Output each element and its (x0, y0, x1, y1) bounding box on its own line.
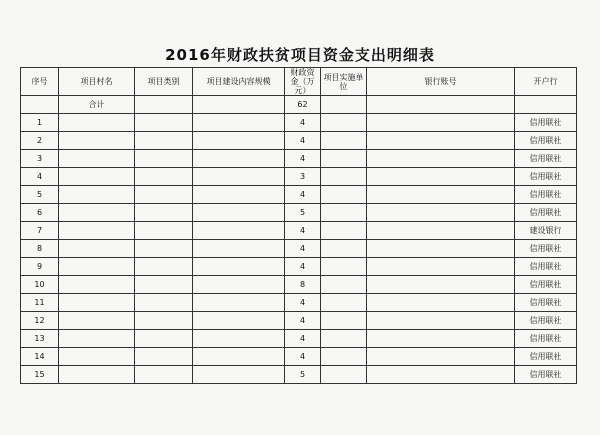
project-category (135, 168, 193, 186)
project-category (135, 186, 193, 204)
page-title: 2016年财政扶贫项目资金支出明细表 (165, 46, 435, 64)
table-row (21, 312, 577, 330)
project-category (135, 114, 193, 132)
table-row (21, 168, 577, 186)
project-content (193, 204, 285, 222)
fund-amount: 4 (285, 240, 321, 258)
implementing-unit (321, 204, 367, 222)
bank-name: 信用联社 (515, 150, 577, 168)
village-name (59, 222, 135, 240)
bank-account (367, 222, 515, 240)
project-content (193, 186, 285, 204)
project-content (193, 366, 285, 384)
fund-amount: 4 (285, 330, 321, 348)
implementing-unit (321, 276, 367, 294)
row-number: 2 (21, 132, 59, 150)
expenditure-table (20, 67, 577, 384)
village-name (59, 348, 135, 366)
fund-amount: 3 (285, 168, 321, 186)
fund-amount: 5 (285, 366, 321, 384)
village-name (59, 132, 135, 150)
table-row (21, 294, 577, 312)
header-cell: 序号 (21, 68, 59, 96)
total-row (21, 96, 577, 114)
table-row (21, 330, 577, 348)
village-name (59, 240, 135, 258)
header-cell: 项目建设内容规模 (193, 68, 285, 96)
bank-account (367, 348, 515, 366)
row-number: 6 (21, 204, 59, 222)
bank-name: 信用联社 (515, 132, 577, 150)
table-row (21, 204, 577, 222)
bank-name: 信用联社 (515, 168, 577, 186)
project-category (135, 312, 193, 330)
bank-name: 信用联社 (515, 294, 577, 312)
bank-account (367, 294, 515, 312)
header-cell: 项目类别 (135, 68, 193, 96)
bank-account (367, 312, 515, 330)
implementing-unit (321, 348, 367, 366)
bank-account (367, 114, 515, 132)
village-name (59, 168, 135, 186)
header-cell: 项目村名 (59, 68, 135, 96)
village-name (59, 204, 135, 222)
project-content (193, 222, 285, 240)
table-row (21, 222, 577, 240)
bank-account (367, 258, 515, 276)
table-row (21, 366, 577, 384)
village-name (59, 150, 135, 168)
project-category (135, 150, 193, 168)
fund-amount: 4 (285, 348, 321, 366)
bank-account (367, 132, 515, 150)
fund-amount: 4 (285, 150, 321, 168)
fund-amount: 4 (285, 132, 321, 150)
row-number: 1 (21, 114, 59, 132)
village-name (59, 186, 135, 204)
project-content (193, 150, 285, 168)
village-name (59, 330, 135, 348)
implementing-unit (321, 186, 367, 204)
header-cell: 开户行 (515, 68, 577, 96)
row-number: 3 (21, 150, 59, 168)
implementing-unit (321, 312, 367, 330)
table-row (21, 240, 577, 258)
bank-name: 信用联社 (515, 312, 577, 330)
row-number: 11 (21, 294, 59, 312)
project-content (193, 168, 285, 186)
bank-name: 信用联社 (515, 366, 577, 384)
bank-account (367, 276, 515, 294)
bank-account (367, 150, 515, 168)
fund-amount: 4 (285, 222, 321, 240)
project-content (193, 258, 285, 276)
project-content (193, 294, 285, 312)
project-content (193, 312, 285, 330)
project-category (135, 132, 193, 150)
project-content (193, 132, 285, 150)
table-row (21, 258, 577, 276)
bank-name: 建设银行 (515, 222, 577, 240)
bank-account (367, 204, 515, 222)
row-number: 9 (21, 258, 59, 276)
header-cell: 财政资金（万元） (285, 68, 321, 96)
implementing-unit (321, 114, 367, 132)
row-number: 13 (21, 330, 59, 348)
project-content (193, 276, 285, 294)
bank-account (367, 240, 515, 258)
header-row (21, 68, 577, 96)
bank-name: 信用联社 (515, 114, 577, 132)
village-name (59, 258, 135, 276)
project-category (135, 366, 193, 384)
implementing-unit (321, 150, 367, 168)
row-number: 8 (21, 240, 59, 258)
table-row (21, 150, 577, 168)
project-content (193, 330, 285, 348)
header-cell: 银行账号 (367, 68, 515, 96)
total-label: 合计 (59, 96, 135, 114)
project-category (135, 204, 193, 222)
implementing-unit (321, 330, 367, 348)
table-row (21, 276, 577, 294)
implementing-unit (321, 168, 367, 186)
village-name (59, 114, 135, 132)
implementing-unit (321, 366, 367, 384)
implementing-unit (321, 222, 367, 240)
village-name (59, 276, 135, 294)
bank-name: 信用联社 (515, 258, 577, 276)
fund-amount: 8 (285, 276, 321, 294)
bank-account (367, 366, 515, 384)
row-number: 14 (21, 348, 59, 366)
fund-amount: 4 (285, 294, 321, 312)
village-name (59, 312, 135, 330)
bank-name: 信用联社 (515, 276, 577, 294)
project-category (135, 294, 193, 312)
fund-amount: 4 (285, 312, 321, 330)
project-category (135, 348, 193, 366)
implementing-unit (321, 132, 367, 150)
table-row (21, 186, 577, 204)
bank-account (367, 330, 515, 348)
project-category (135, 276, 193, 294)
bank-name: 信用联社 (515, 330, 577, 348)
project-category (135, 222, 193, 240)
table-row (21, 132, 577, 150)
project-content (193, 240, 285, 258)
project-content (193, 348, 285, 366)
village-name (59, 366, 135, 384)
implementing-unit (321, 258, 367, 276)
total-amount: 62 (285, 96, 321, 114)
table-row (21, 114, 577, 132)
bank-name: 信用联社 (515, 348, 577, 366)
village-name (59, 294, 135, 312)
row-number: 7 (21, 222, 59, 240)
project-category (135, 240, 193, 258)
row-number: 10 (21, 276, 59, 294)
implementing-unit (321, 240, 367, 258)
implementing-unit (321, 294, 367, 312)
project-category (135, 330, 193, 348)
fund-amount: 4 (285, 114, 321, 132)
row-number: 15 (21, 366, 59, 384)
table-row (21, 348, 577, 366)
bank-name: 信用联社 (515, 204, 577, 222)
bank-name: 信用联社 (515, 186, 577, 204)
bank-name: 信用联社 (515, 240, 577, 258)
row-number: 12 (21, 312, 59, 330)
header-cell: 项目实施单位 (321, 68, 367, 96)
project-category (135, 258, 193, 276)
fund-amount: 4 (285, 186, 321, 204)
bank-account (367, 186, 515, 204)
row-number: 4 (21, 168, 59, 186)
bank-account (367, 168, 515, 186)
row-number: 5 (21, 186, 59, 204)
fund-amount: 4 (285, 258, 321, 276)
project-content (193, 114, 285, 132)
fund-amount: 5 (285, 204, 321, 222)
